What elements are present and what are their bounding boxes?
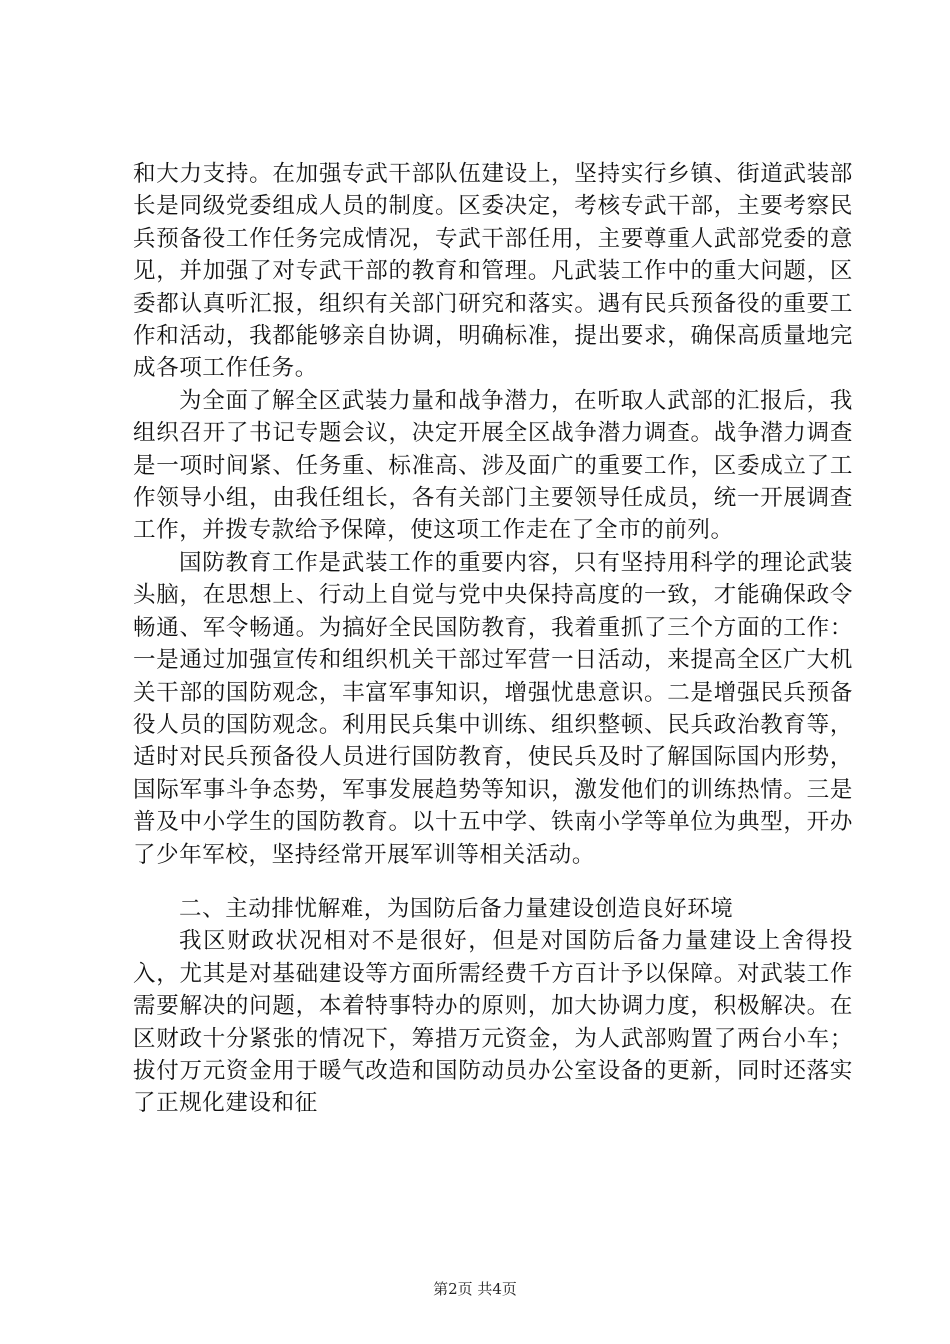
page-number-footer: 第2页 共4页 bbox=[433, 1280, 517, 1298]
paragraph-national-defense-education: 国防教育工作是武装工作的重要内容，只有坚持用科学的理论武装头脑，在思想上、行动上自觉与党中央保持高度的一致，才能确保政令畅通、军令畅通。为搞好全民国防教育，我着重抓了三个方面的工作：一是通过加强宣传和组织机关干部过军营一日活动，来提高全区广大机关干部的国防观念，丰富军事知识，增强忧患意识。二是增强民兵预备役人员的国防观念。利用民兵集中训练、组织整顿、民兵政治教育等，适时对民兵预备役人员进行国防教育，使民兵及时了解国际国内形势，国际军事斗争态势，军事发展趋势等知识，激发他们的训练热情。三是普及中小学生的国防教育。以十五中学、铁南小学等单位为典型，开办了少年军校，坚持经常开展军训等相关活动。 bbox=[133, 549, 853, 868]
paragraph-funding: 我区财政状况相对不是很好，但是对国防后备力量建设上舍得投入，尤其是对基础建设等方面所需经费千方百计予以保障。对武装工作需要解决的问题，本着特事特办的原则，加大协调力度，积极解决。在区财政十分紧张的情况下，筹措万元资金，为人武部购置了两台小车；拔付万元资金用于暖气改造和国防动员办公室设备的更新，同时还落实了正规化建设和征 bbox=[133, 928, 853, 1117]
paragraph-continuation: 和大力支持。在加强专武干部队伍建设上，坚持实行乡镇、街道武装部长是同级党委组成人员的制度。区委决定，考核专武干部，主要考察民兵预备役工作任务完成情况，专武干部任用，主要尊重人武部党委的意见，并加强了对专武干部的教育和管理。凡武装工作中的重大问题，区委都认真听汇报，组织有关部门研究和落实。遇有民兵预备役的重要工作和活动，我都能够亲自协调，明确标准，提出要求，确保高质量地完成各项工作任务。 bbox=[133, 161, 853, 382]
paragraph-war-potential-survey: 为全面了解全区武装力量和战争潜力，在听取人武部的汇报后，我组织召开了书记专题会议，决定开展全区战争潜力调查。战争潜力调查是一项时间紧、任务重、标准高、涉及面广的重要工作，区委成立了工作领导小组，由我任组长，各有关部门主要领导任成员，统一开展调查工作，并拨专款给予保障，使这项工作走在了全市的前列。 bbox=[133, 387, 853, 544]
section-heading: 二、主动排忧解难，为国防后备力量建设创造良好环境 bbox=[179, 895, 734, 922]
document-body bbox=[133, 158, 853, 1120]
